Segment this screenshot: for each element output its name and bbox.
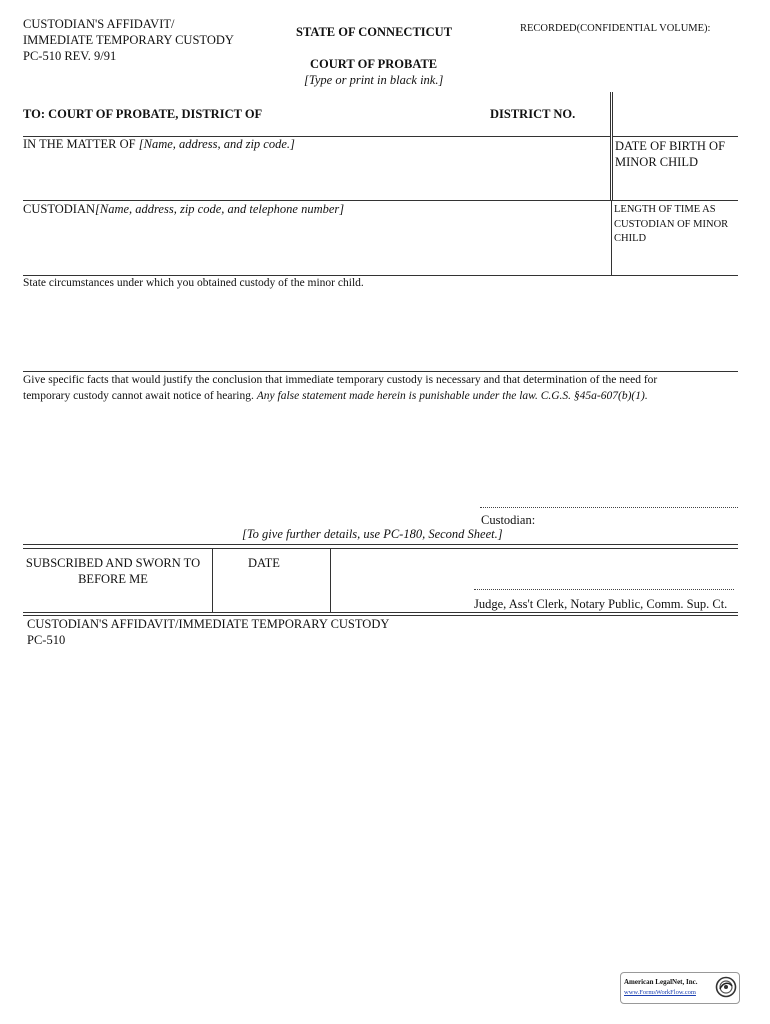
- official-title-label: Judge, Ass't Clerk, Notary Public, Comm. Sup. Ct.: [474, 597, 728, 611]
- sworn-date-field[interactable]: DATE: [248, 556, 280, 570]
- court-heading: COURT OF PROBATE: [310, 57, 438, 71]
- dob-label-line: DATE OF BIRTH OF: [615, 139, 726, 153]
- form-title-line: CUSTODIAN'S AFFIDAVIT/: [23, 17, 175, 31]
- custody-length-field[interactable]: [614, 203, 728, 247]
- sworn-label-line: BEFORE ME: [78, 572, 148, 586]
- custody-length-label-line: CUSTODIAN OF MINOR: [614, 218, 729, 230]
- district-no-label: DISTRICT NO.: [490, 107, 576, 121]
- further-details-note: [To give further details, use PC-180, Second Sheet.]: [242, 527, 503, 541]
- matter-field[interactable]: [23, 136, 295, 152]
- right-column-divider: [611, 201, 612, 275]
- sworn-label: [23, 555, 203, 587]
- recorded-volume-label: RECORDED(CONFIDENTIAL VOLUME):: [520, 23, 711, 34]
- district-of-label: TO: COURT OF PROBATE, DISTRICT OF: [23, 107, 263, 121]
- rule: [23, 612, 738, 613]
- facts-line: Give specific facts that would justify the conclusion that immediate temporary custody is necessary and that determination of the need for: [23, 374, 658, 386]
- publisher-url[interactable]: www.FormsWorkFlow.com: [624, 989, 696, 996]
- custodian-signature-label: Custodian:: [481, 513, 536, 527]
- footer-title: CUSTODIAN'S AFFIDAVIT/IMMEDIATE TEMPORARY CUSTODY: [27, 617, 390, 631]
- form-title: [23, 16, 234, 64]
- publisher-logo-icon: [715, 976, 737, 998]
- ink-instruction: [Type or print in black ink.]: [304, 73, 444, 87]
- publisher-name: American LegalNet, Inc.: [624, 978, 698, 986]
- rule: [612, 136, 738, 137]
- perjury-warning: Any false statement made herein is punishable under the law. C.G.S. §45a-607(b)(1).: [256, 390, 648, 402]
- custody-length-label-line: LENGTH OF TIME AS: [614, 204, 716, 215]
- dob-label-line: MINOR CHILD: [615, 155, 698, 169]
- facts-field[interactable]: [23, 372, 657, 404]
- rule: [23, 544, 738, 545]
- facts-line: [23, 388, 657, 404]
- dob-field[interactable]: [615, 138, 725, 170]
- right-column-divider: [610, 92, 611, 200]
- publisher-badge[interactable]: [620, 972, 740, 1004]
- form-number: PC-510 REV. 9/91: [23, 49, 117, 63]
- custodian-field[interactable]: [23, 201, 344, 217]
- matter-hint: [Name, address, and zip code.]: [138, 137, 295, 151]
- sworn-divider: [212, 548, 213, 612]
- custody-length-label-line: CHILD: [614, 233, 647, 244]
- form-title-line: IMMEDIATE TEMPORARY CUSTODY: [23, 33, 234, 47]
- circumstances-field[interactable]: State circumstances under which you obtained custody of the minor child.: [23, 277, 364, 289]
- rule: [23, 548, 738, 549]
- state-heading: STATE OF CONNECTICUT: [296, 25, 453, 39]
- sworn-label-line: SUBSCRIBED AND SWORN TO: [25, 556, 201, 570]
- sworn-divider: [330, 548, 331, 612]
- custodian-signature-line[interactable]: [480, 507, 738, 508]
- footer-form-code: PC-510: [27, 633, 66, 647]
- right-column-divider: [612, 92, 613, 200]
- custodian-hint: [Name, address, zip code, and telephone number]: [95, 202, 345, 216]
- official-signature-line[interactable]: [474, 589, 734, 590]
- facts-text: temporary custody cannot await notice of hearing.: [23, 390, 257, 402]
- custodian-label: CUSTODIAN: [23, 202, 95, 216]
- matter-label: IN THE MATTER OF: [23, 137, 136, 151]
